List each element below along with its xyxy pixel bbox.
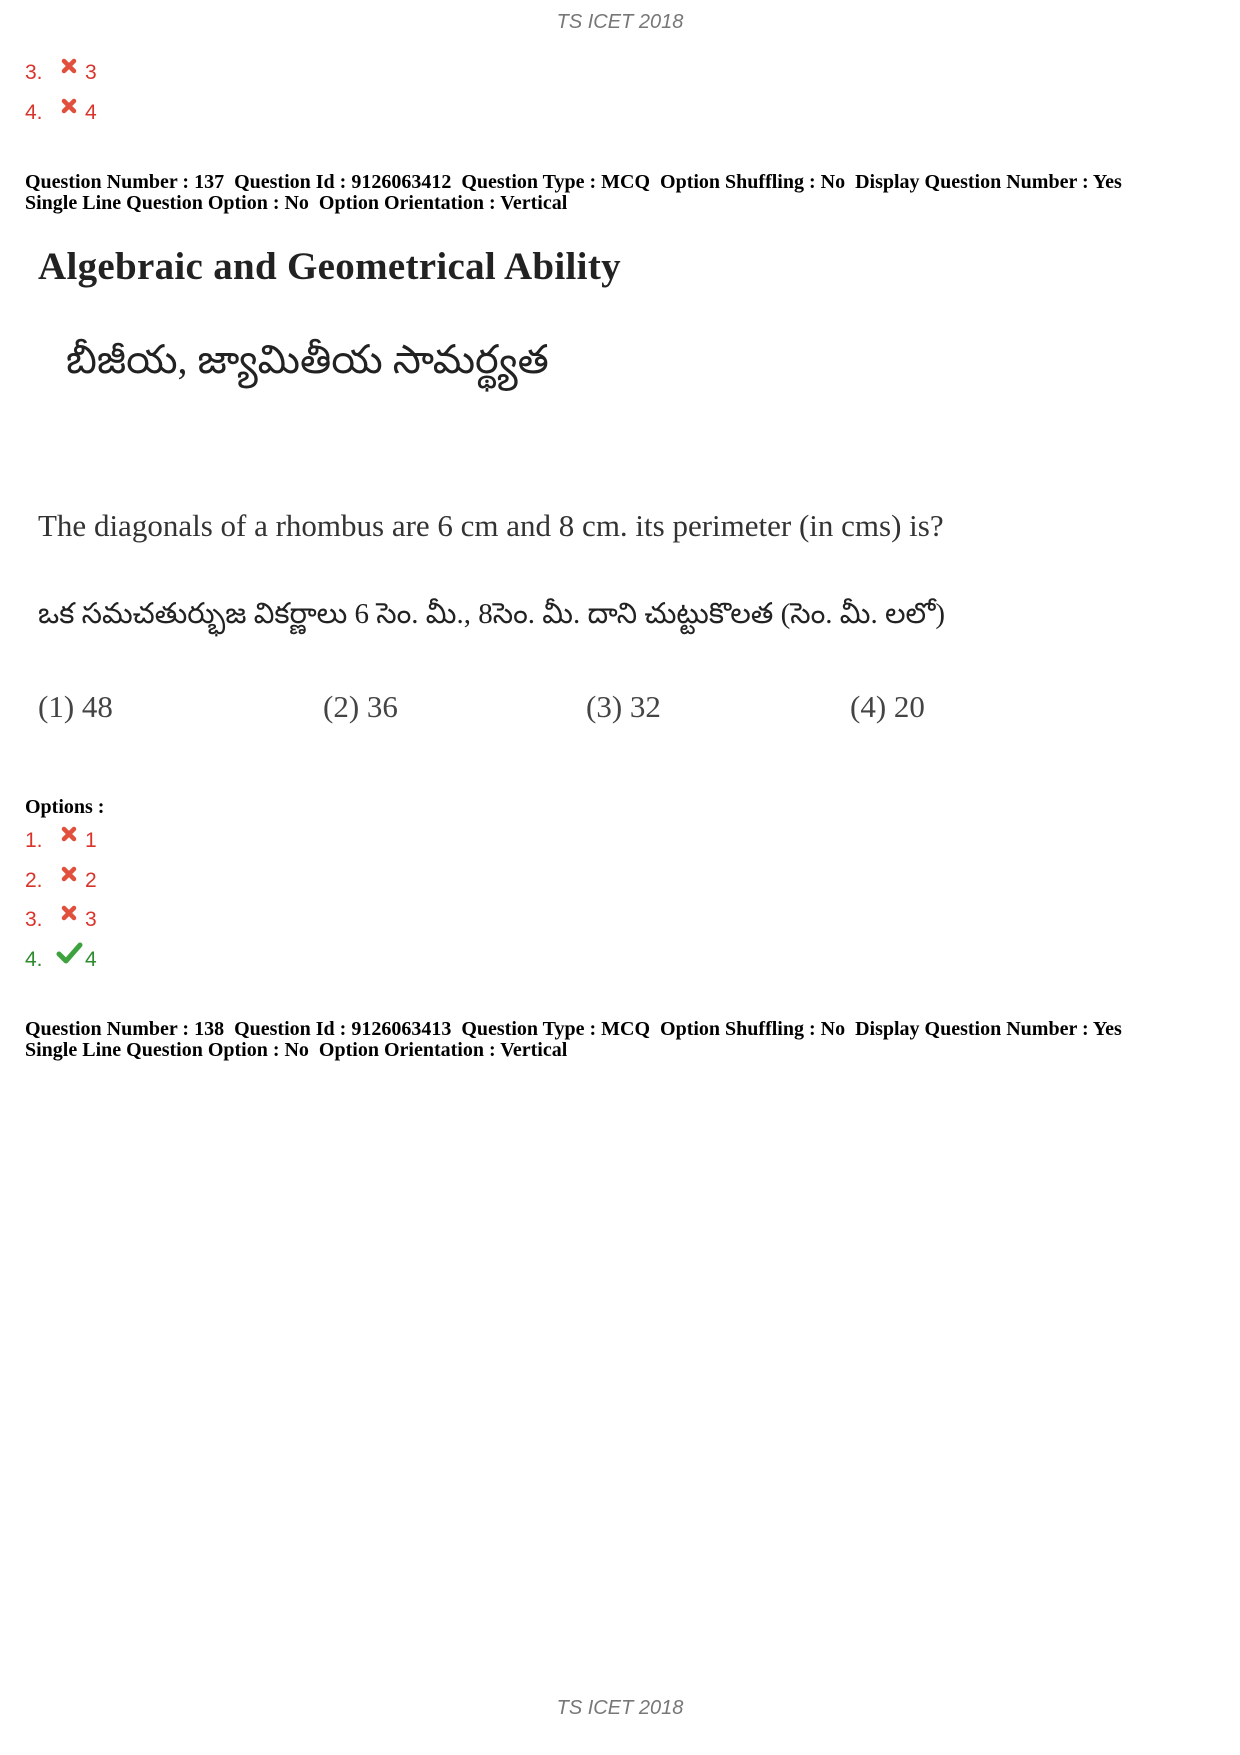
option-2 — [25, 866, 97, 896]
page-header: TS ICET 2018 — [556, 11, 684, 33]
prev-option-3 — [25, 58, 97, 88]
cross-icon — [55, 899, 83, 927]
option-number: 1. — [25, 829, 43, 852]
section-title: Algebraic and Geometrical Ability — [38, 245, 621, 288]
q137-meta-line-1: Question Number : 137 Question Id : 9126063412 Question Type : MCQ Option Shuffling : No Display Question Number : Yes — [25, 171, 1122, 193]
section-title-telugu: బీజీయ, జ్యామితీయ సామర్థ్యత — [66, 337, 549, 382]
option-number: 3. — [25, 61, 43, 84]
option-number: 3. — [25, 908, 43, 931]
cross-icon — [55, 820, 83, 848]
question-text-telugu: ఒక సమచతుర్భుజ వికర్ణాలు 6 సెం. మీ., 8సెం. మీ. దాని చుట్టుకొలత (సెం. మీ. లలో) — [38, 598, 946, 630]
option-value: 4 — [85, 948, 97, 971]
option-1 — [25, 826, 97, 856]
option-number: 4. — [25, 101, 43, 124]
option-number: 4. — [25, 948, 43, 971]
option-value: 3 — [85, 61, 97, 84]
option-number: 2. — [25, 869, 43, 892]
cross-icon — [55, 52, 83, 80]
q138-meta-line-1: Question Number : 138 Question Id : 9126063413 Question Type : MCQ Option Shuffling : No Display Question Number : Yes — [25, 1018, 1122, 1040]
options-label: Options : — [25, 796, 105, 818]
option-value: 2 — [85, 869, 97, 892]
q137-meta-line-2: Single Line Question Option : No Option Orientation : Vertical — [25, 192, 568, 214]
option-3 — [25, 905, 97, 935]
check-icon — [55, 939, 83, 967]
question-content — [38, 236, 1128, 736]
option-value: 3 — [85, 908, 97, 931]
question-text-english: The diagonals of a rhombus are 6 cm and 8 cm. its perimeter (in cms) is? — [38, 508, 944, 543]
choice-4: (4) 20 — [850, 689, 925, 724]
option-value: 1 — [85, 829, 97, 852]
choice-1: (1) 48 — [38, 689, 113, 724]
option-4 — [25, 945, 97, 975]
choice-2: (2) 36 — [323, 689, 398, 724]
prev-option-4 — [25, 98, 97, 128]
choice-3: (3) 32 — [586, 689, 661, 724]
page-footer: TS ICET 2018 — [556, 1697, 684, 1719]
option-value: 4 — [85, 101, 97, 124]
cross-icon — [55, 92, 83, 120]
q138-meta-line-2: Single Line Question Option : No Option Orientation : Vertical — [25, 1039, 568, 1061]
cross-icon — [55, 860, 83, 888]
